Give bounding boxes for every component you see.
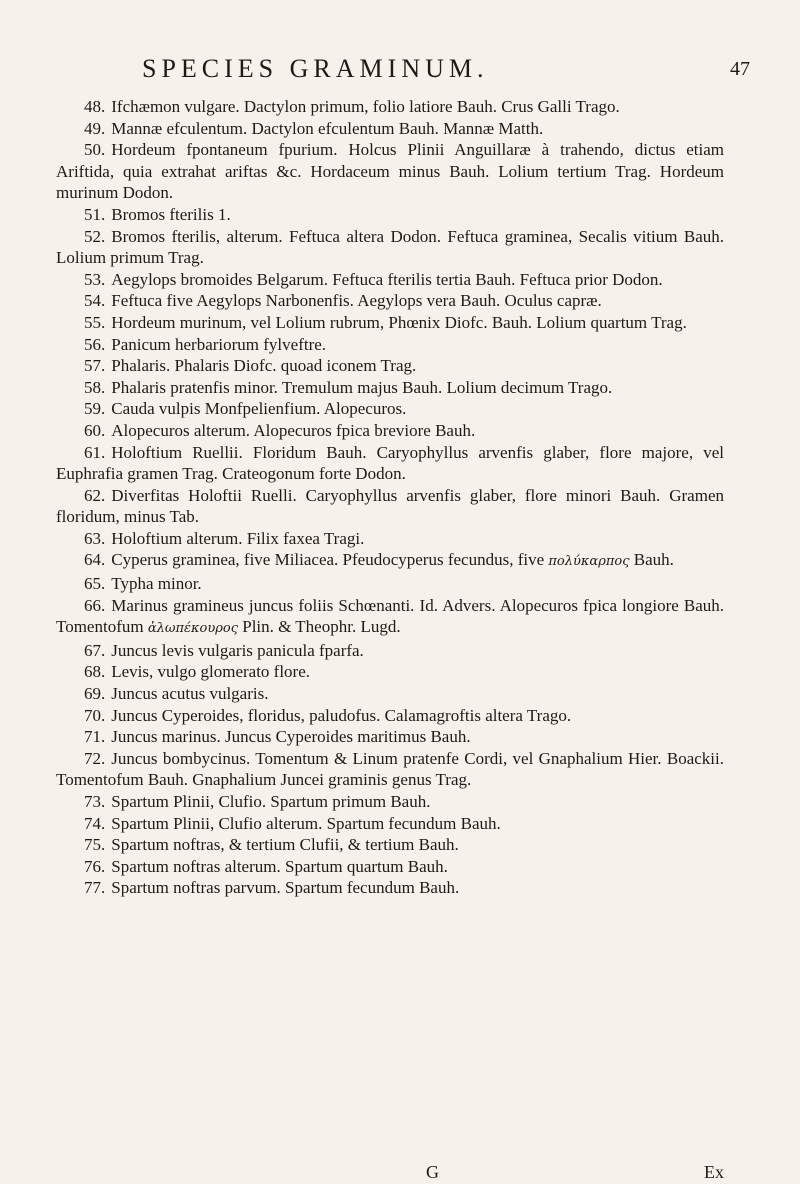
entry-text: Phalaris. Phalaris Diofc. quoad iconem Trag. <box>111 356 417 376</box>
entry-text: Bromos fterilis 1. <box>111 204 231 224</box>
entry-number: 54. <box>84 291 106 311</box>
entry-number: 69. <box>84 684 106 704</box>
species-entry <box>56 813 724 835</box>
entry-number: 63. <box>84 528 106 548</box>
entry-number: 66. <box>84 595 106 615</box>
species-entry <box>56 312 724 334</box>
entry-greek-term: ἀλωπέκουρος <box>147 621 238 637</box>
entry-number: 59. <box>84 399 106 419</box>
species-entry <box>56 748 724 791</box>
species-entry <box>56 96 724 118</box>
entry-text: Spartum noftras, & tertium Clufii, & tertium Bauh. <box>111 835 459 855</box>
page-header <box>142 48 750 96</box>
species-entry <box>56 705 724 727</box>
entry-text: Phalaris pratenfis minor. Tremulum majus Bauh. Lolium decimum Trago. <box>111 377 613 397</box>
entry-text: Cauda vulpis Monfpelienfium. Alopecuros. <box>111 399 407 419</box>
entry-text-tail: Bauh. <box>633 550 674 570</box>
species-entry <box>56 226 724 269</box>
entry-text: Spartum noftras parvum. Spartum fecundum Bauh. <box>111 878 460 898</box>
entry-text: Hordeum fpontaneum fpurium. Holcus Plinii Anguillaræ à trahendo, dictus etiam Ariftida, quia extrahat ariftas &c. Hordaceum minus Bauh. Lolium tertium Trag. Hordeum murinum Dodon. <box>56 140 724 203</box>
running-title: SPECIES GRAMINUM. <box>142 54 489 83</box>
entry-text: Diverfitas Holoftii Ruelli. Caryophyllus arvenfis glaber, flore minori Bauh. Gramen floridum, minus Tab. <box>56 485 724 527</box>
entry-number: 72. <box>84 748 106 768</box>
entry-number: 62. <box>84 485 106 505</box>
species-entry <box>56 640 724 662</box>
entry-number: 70. <box>84 705 106 725</box>
entry-number: 56. <box>84 334 106 354</box>
entry-text: Panicum herbariorum fylveftre. <box>111 334 327 354</box>
entry-number: 75. <box>84 835 106 855</box>
entry-number: 73. <box>84 792 106 811</box>
entry-number: 61. <box>84 442 106 462</box>
entry-text: Juncus acutus vulgaris. <box>111 684 269 704</box>
entry-number: 51. <box>84 204 106 224</box>
species-entry <box>56 269 724 291</box>
entry-greek-term: πολύκαρπος <box>548 554 630 570</box>
entry-number: 50. <box>84 140 106 160</box>
species-entry <box>56 204 724 226</box>
species-entry <box>56 877 724 899</box>
entry-number: 55. <box>84 312 106 332</box>
species-entry <box>56 549 724 573</box>
species-entry <box>56 661 724 683</box>
entry-number: 65. <box>84 574 106 594</box>
entry-number: 68. <box>84 662 106 682</box>
species-entry <box>56 834 724 856</box>
species-entry <box>56 398 724 420</box>
species-entry <box>56 683 724 705</box>
species-entry <box>56 118 724 140</box>
entry-text: Cyperus graminea, five Miliacea. Pfeudocyperus fecundus, five <box>111 550 545 570</box>
entry-number: 52. <box>84 226 106 246</box>
species-entry <box>56 485 724 528</box>
entry-text: Alopecuros alterum. Alopecuros fpica breviore Bauh. <box>111 420 476 440</box>
entry-text: Juncus Cyperoides, floridus, paludofus. Calamagroftis altera Trago. <box>111 705 572 725</box>
entry-number: 58. <box>84 377 106 397</box>
entry-text: Feftuca five Aegylops Narbonenfis. Aegylops vera Bauh. Oculus capræ. <box>111 291 602 311</box>
species-entry <box>56 573 724 595</box>
species-entry <box>56 442 724 485</box>
entry-text: Spartum Plinii, Clufio. Spartum primum Bauh. <box>111 792 431 811</box>
entry-text: Hordeum murinum, vel Lolium rubrum, Phœnix Diofc. Bauh. Lolium quartum Trag. <box>111 312 687 332</box>
entry-number: 74. <box>84 813 106 833</box>
entry-text: Holoftium alterum. Filix faxea Tragi. <box>111 528 365 548</box>
entry-text: Marinus gramineus juncus foliis Schœnanti. Id. Advers. Alopecuros fpica longiore Bauh. Tomentofum <box>56 595 724 637</box>
species-entry <box>56 139 724 204</box>
entry-text: Bromos fterilis, alterum. Feftuca altera Dodon. Feftuca graminea, Secalis vitium Bauh. Lolium primum Trag. <box>56 226 724 268</box>
catchword: Ex <box>704 1162 724 1182</box>
species-entry <box>56 355 724 377</box>
entry-text: Mannæ efculentum. Dactylon efculentum Bauh. Mannæ Matth. <box>111 118 544 138</box>
entry-number: 67. <box>84 640 106 660</box>
entry-text: Spartum noftras alterum. Spartum quartum Bauh. <box>111 856 448 876</box>
entry-number: 77. <box>84 878 106 898</box>
species-entry <box>56 377 724 399</box>
entry-text: Spartum Plinii, Clufio alterum. Spartum fecundum Bauh. <box>111 813 501 833</box>
species-list <box>56 96 724 899</box>
entry-number: 49. <box>84 118 106 138</box>
entry-text: Aegylops bromoides Belgarum. Feftuca fterilis tertia Bauh. Feftuca prior Dodon. <box>111 269 663 289</box>
entry-number: 57. <box>84 356 106 376</box>
entry-text: Juncus marinus. Juncus Cyperoides maritimus Bauh. <box>111 727 471 747</box>
entry-text: Juncus levis vulgaris panicula fparfa. <box>111 640 364 660</box>
entry-text: Holoftium Ruellii. Floridum Bauh. Caryophyllus arvenfis glaber, flore majore, vel Euphrafia gramen Trag. Crateogonum forte Dodon. <box>56 442 724 484</box>
species-entry <box>56 290 724 312</box>
entry-text: Typha minor. <box>111 574 202 594</box>
entry-number: 64. <box>84 550 106 570</box>
species-entry <box>56 420 724 442</box>
entry-number: 71. <box>84 727 106 747</box>
species-entry <box>56 856 724 878</box>
signature-mark: G <box>426 1162 439 1182</box>
species-entry <box>56 528 724 550</box>
species-entry <box>56 595 724 640</box>
entry-text-tail: Plin. & Theophr. Lugd. <box>242 617 401 637</box>
species-entry <box>56 791 724 813</box>
page-number: 47 <box>730 58 750 80</box>
species-entry <box>56 334 724 356</box>
entry-number: 53. <box>84 269 106 289</box>
entry-text: Juncus bombycinus. Tomentum & Linum pratenfe Cordi, vel Gnaphalium Hier. Boackii. Tomentofum Bauh. Gnaphalium Juncei graminis genus Trag. <box>56 748 724 790</box>
entry-number: 60. <box>84 420 106 440</box>
entry-text: Ifchæmon vulgare. Dactylon primum, folio latiore Bauh. Crus Galli Trago. <box>111 97 620 116</box>
species-entry <box>56 726 724 748</box>
entry-text: Levis, vulgo glomerato flore. <box>111 662 311 682</box>
entry-number: 76. <box>84 856 106 876</box>
entry-number: 48. <box>84 97 106 116</box>
